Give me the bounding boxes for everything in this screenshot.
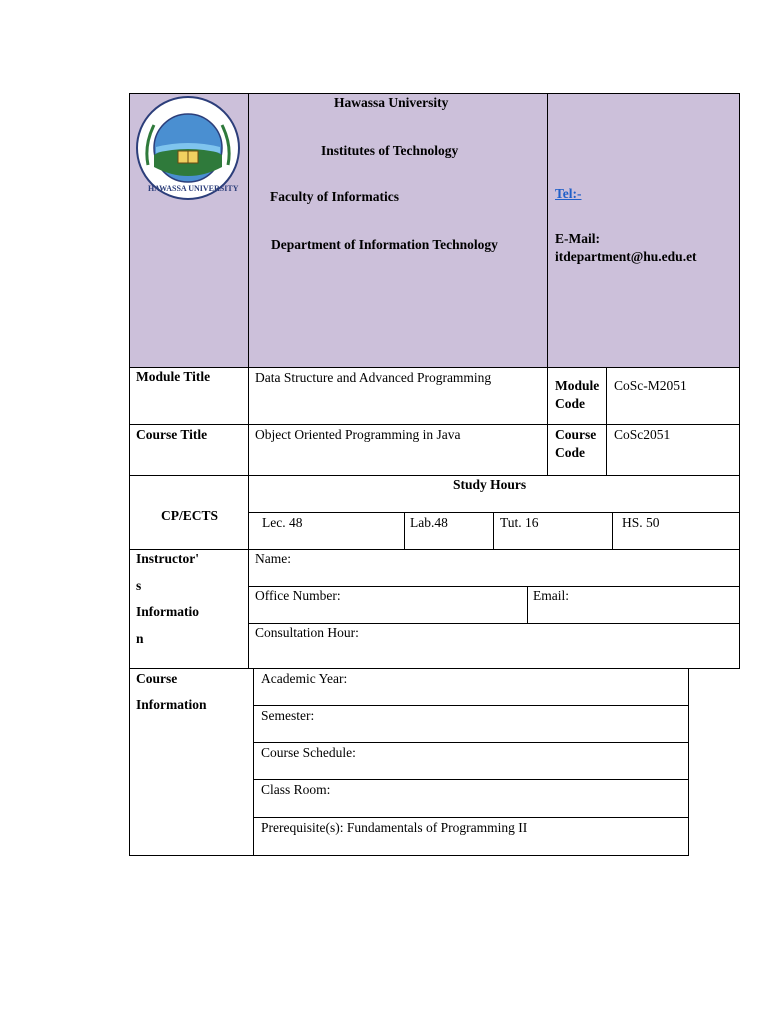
course-title-value: Object Oriented Programming in Java (255, 427, 461, 442)
instructor-label-line2: s (136, 578, 142, 593)
hs-hours: HS. 50 (622, 515, 660, 530)
email-label: E-Mail: (555, 231, 600, 246)
instructor-name-label: Name: (255, 551, 291, 566)
instructor-email-label: Email: (533, 588, 569, 603)
module-code-value-cell (606, 367, 740, 425)
module-code-value: CoSc-M2051 (614, 378, 687, 393)
course-schedule-label: Course Schedule: (261, 745, 356, 760)
module-title-value: Data Structure and Advanced Programming (255, 370, 492, 385)
instructor-label-line1: Instructor' (136, 551, 199, 566)
tut-hours: Tut. 16 (500, 515, 539, 530)
course-code-value: CoSc2051 (614, 427, 671, 442)
instructor-name-cell (248, 549, 740, 587)
header-title-cell (248, 93, 548, 368)
logo-text: HAWASSA UNIVERSITY (148, 184, 239, 193)
email-value: itdepartment@hu.edu.et (555, 249, 697, 264)
lec-hours: Lec. 48 (262, 515, 303, 530)
course-title-label: Course Title (136, 427, 208, 442)
lab-hours: Lab.48 (410, 515, 448, 530)
instructor-label-line4: n (136, 631, 144, 646)
department-name: Department of Information Technology (271, 237, 498, 252)
study-hours-label: Study Hours (453, 477, 527, 492)
prerequisite-label: Prerequisite(s): Fundamentals of Programming II (261, 820, 528, 835)
consultation-label: Consultation Hour: (255, 625, 359, 640)
semester-label: Semester: (261, 708, 315, 723)
tel-link[interactable]: Tel:- (555, 186, 582, 201)
institute-name: Institutes of Technology (321, 143, 459, 158)
module-code-label-line2: Code (555, 396, 585, 411)
instructor-label-line3: Informatio (136, 604, 199, 619)
module-title-label: Module Title (136, 369, 211, 384)
university-name: Hawassa University (334, 95, 449, 110)
course-info-label-line1: Course (136, 671, 178, 686)
course-info-label-line2: Information (136, 697, 207, 712)
class-room-label: Class Room: (261, 782, 331, 797)
semester-cell (253, 705, 689, 743)
course-code-label-line1: Course (555, 427, 597, 442)
course-code-label-line2: Code (555, 445, 585, 460)
office-number-label: Office Number: (255, 588, 341, 603)
module-code-label-line1: Module (555, 378, 600, 393)
ects-label: CP/ECTS (161, 508, 219, 523)
academic-year-label: Academic Year: (261, 671, 348, 686)
faculty-name: Faculty of Informatics (270, 189, 399, 204)
